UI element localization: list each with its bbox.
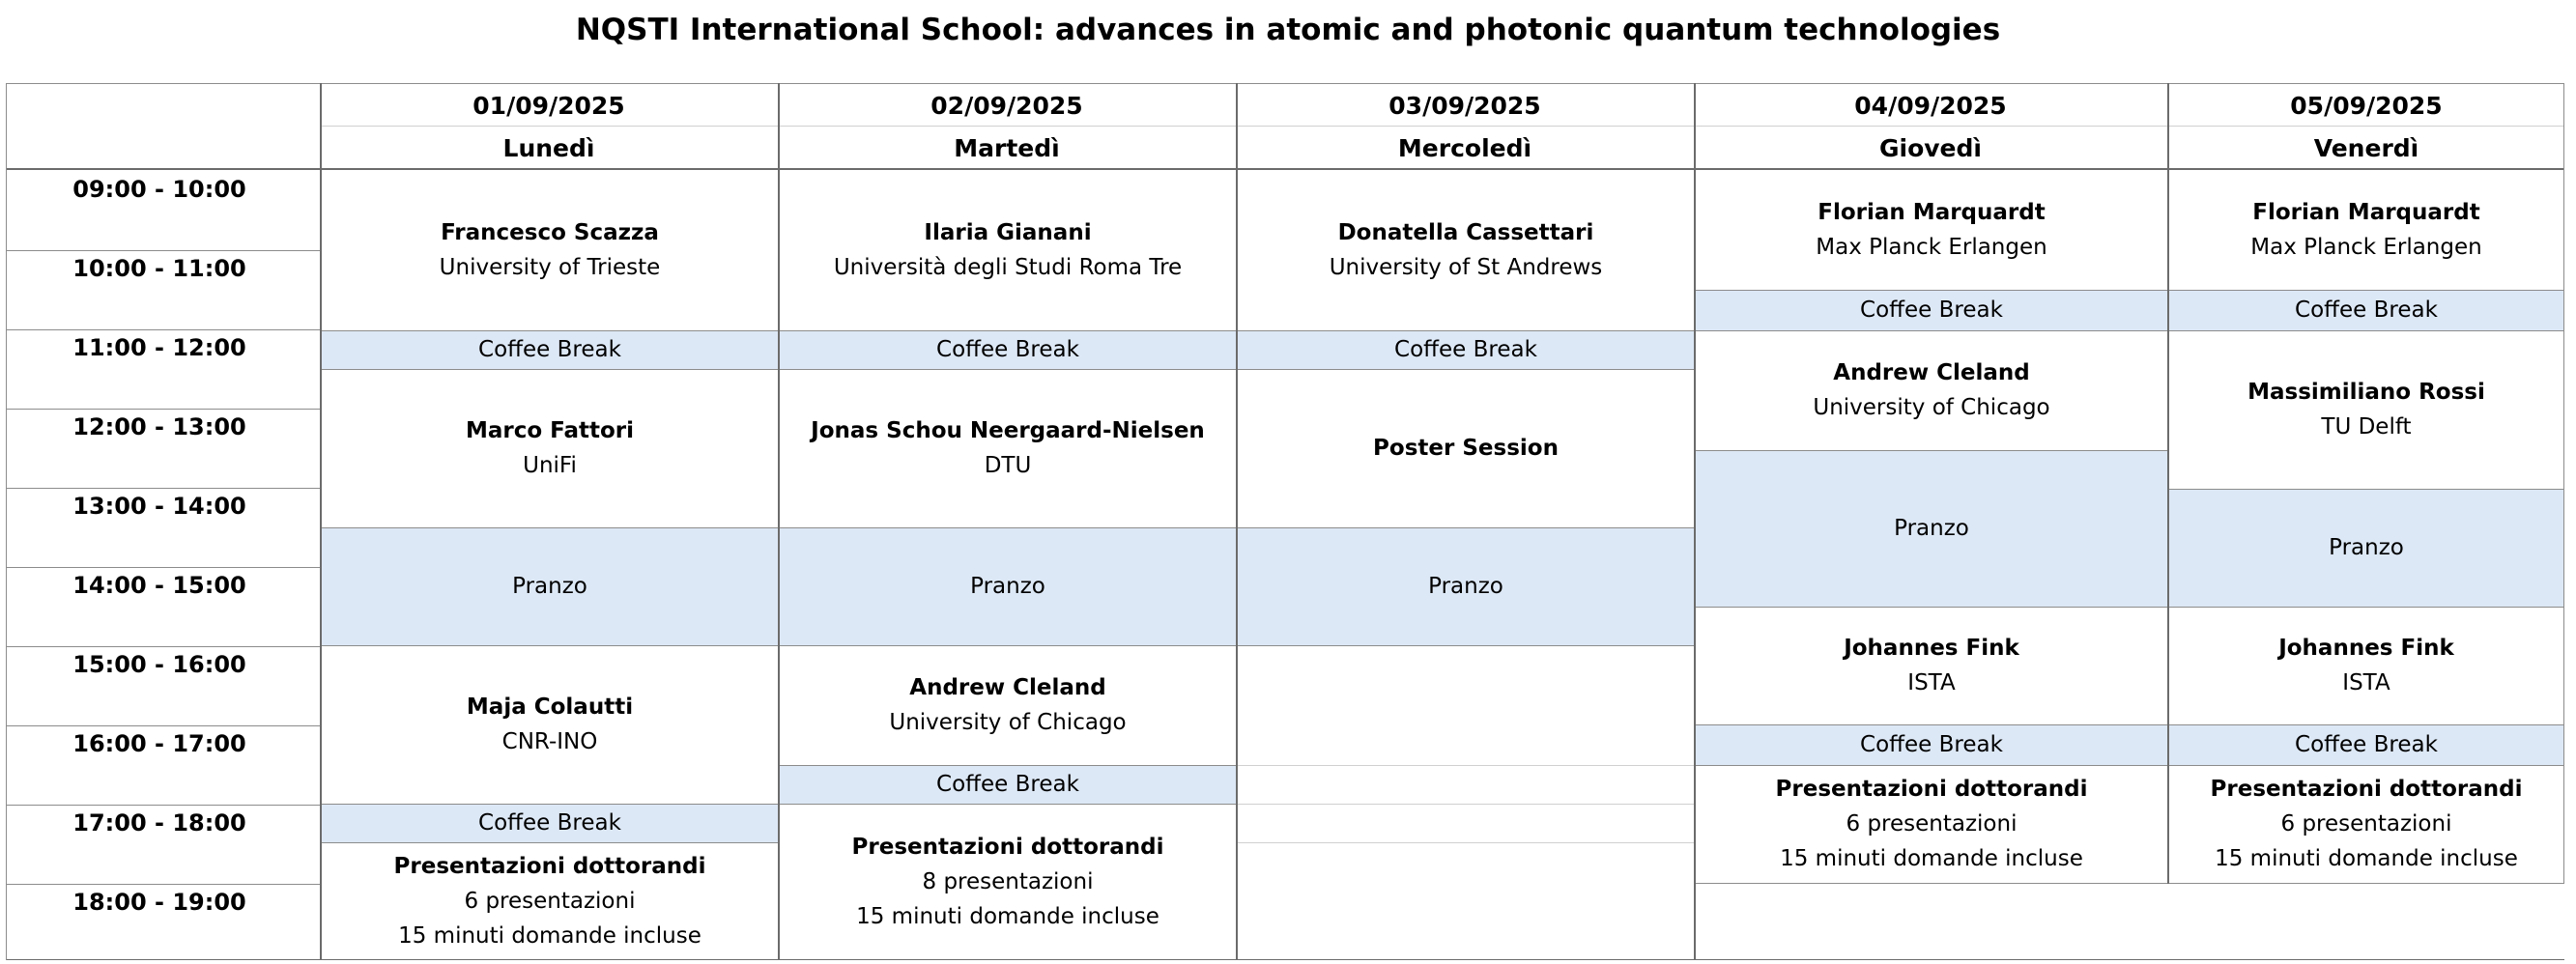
speaker-name: Andrew Cleland — [909, 675, 1106, 700]
speaker-name: Johannes Fink — [1844, 636, 2019, 661]
grid-line — [6, 805, 321, 806]
grid-line — [6, 329, 321, 330]
time-slot: 16:00 - 17:00 — [72, 730, 246, 757]
day-weekday: Lunedì — [502, 133, 595, 162]
talk-cell — [779, 170, 1237, 330]
phd-note: 15 minuti domande incluse — [2215, 846, 2518, 871]
grid-line — [1237, 804, 1695, 805]
time-slot: 09:00 - 10:00 — [72, 176, 246, 203]
day-date: 02/09/2025 — [930, 91, 1083, 120]
grid-line — [6, 725, 321, 726]
time-slot: 14:00 - 15:00 — [72, 572, 246, 599]
phd-note: 15 minuti domande incluse — [1780, 846, 2083, 871]
grid-line — [1695, 883, 2564, 884]
grid-line — [2168, 489, 2564, 490]
speaker-name: Massimiliano Rossi — [2247, 380, 2485, 405]
phd-count: 6 presentazioni — [2280, 811, 2452, 836]
coffee-break-cell: Coffee Break — [321, 330, 779, 369]
time-slot: 10:00 - 11:00 — [72, 255, 246, 282]
time-slot: 12:00 - 13:00 — [72, 413, 246, 440]
speaker-name: Marco Fattori — [465, 418, 635, 443]
lunch-cell: Pranzo — [2168, 489, 2564, 607]
talk-cell — [2168, 330, 2564, 489]
coffee-break-cell: Coffee Break — [1237, 330, 1695, 369]
phd-presentations-cell — [2168, 765, 2564, 883]
grid-line — [1237, 842, 1695, 843]
grid-line — [6, 567, 321, 568]
speaker-affiliation: DTU — [984, 453, 1032, 478]
time-slot: 15:00 - 16:00 — [72, 651, 246, 678]
coffee-break-cell: Coffee Break — [1695, 724, 2168, 765]
speaker-affiliation: University of Chicago — [889, 710, 1127, 735]
grid-line — [1694, 83, 1696, 960]
grid-line — [1236, 83, 1238, 960]
grid-line — [778, 83, 780, 960]
speaker-name: Andrew Cleland — [1833, 360, 2030, 385]
poster-session-cell — [1237, 369, 1695, 527]
grid-line — [321, 330, 1695, 331]
speaker-name: Donatella Cassettari — [1337, 220, 1594, 245]
grid-line — [779, 804, 1237, 805]
speaker-affiliation: University of St Andrews — [1329, 255, 1603, 280]
grid-line — [320, 83, 322, 960]
phd-title: Presentazioni dottorandi — [1775, 777, 2088, 802]
speaker-affiliation: ISTA — [1907, 670, 1956, 695]
coffee-break-cell: Coffee Break — [2168, 724, 2564, 765]
grid-line — [6, 488, 321, 489]
day-weekday: Martedì — [954, 133, 1060, 162]
day-weekday: Venerdì — [2313, 133, 2419, 162]
day-date: 01/09/2025 — [472, 91, 625, 120]
day-date: 05/09/2025 — [2290, 91, 2443, 120]
time-slot: 17:00 - 18:00 — [72, 809, 246, 836]
phd-count: 6 presentazioni — [1846, 811, 2018, 836]
phd-title: Presentazioni dottorandi — [393, 854, 706, 879]
phd-count: 6 presentazioni — [464, 889, 636, 914]
grid-line — [1695, 290, 2564, 291]
phd-presentations-cell — [1695, 765, 2168, 883]
grid-line — [6, 409, 321, 410]
coffee-break-cell: Coffee Break — [779, 765, 1237, 804]
lunch-cell: Pranzo — [1237, 527, 1695, 645]
empty-cell — [1237, 645, 1695, 960]
speaker-affiliation: CNR-INO — [501, 729, 598, 754]
grid-line — [6, 884, 321, 885]
talk-cell — [1695, 330, 2168, 450]
lunch-cell: Pranzo — [1695, 450, 2168, 607]
phd-presentations-cell — [321, 842, 779, 960]
speaker-name: Jonas Schou Neergaard-Nielsen — [811, 418, 1205, 443]
grid-line — [321, 842, 779, 843]
speaker-affiliation: Università degli Studi Roma Tre — [833, 255, 1183, 280]
grid-line — [1695, 765, 2564, 766]
phd-count: 8 presentazioni — [922, 869, 1094, 894]
grid-line — [6, 250, 321, 251]
page-title: NQSTI International School: advances in atomic and photonic quantum technologies — [575, 13, 2001, 47]
talk-cell — [321, 645, 779, 804]
grid-line — [779, 765, 1237, 766]
talk-cell — [1695, 607, 2168, 724]
time-slot: 11:00 - 12:00 — [72, 334, 246, 361]
grid-line — [2167, 83, 2169, 884]
grid-line — [6, 83, 7, 960]
day-date: 03/09/2025 — [1388, 91, 1541, 120]
grid-line — [1695, 607, 2564, 608]
lunch-cell: Pranzo — [321, 527, 779, 645]
talk-cell — [321, 369, 779, 527]
coffee-break-cell: Coffee Break — [1695, 290, 2168, 330]
talk-cell — [321, 170, 779, 330]
phd-note: 15 minuti domande incluse — [856, 904, 1159, 929]
grid-line — [321, 369, 1695, 370]
speaker-affiliation: TU Delft — [2321, 414, 2412, 439]
talk-cell — [1237, 170, 1695, 330]
talk-cell — [2168, 170, 2564, 290]
speaker-affiliation: UniFi — [523, 453, 577, 478]
talk-cell — [779, 645, 1237, 765]
day-weekday: Giovedì — [1879, 133, 1982, 162]
grid-line — [321, 527, 1695, 528]
coffee-break-cell: Coffee Break — [2168, 290, 2564, 330]
phd-title: Presentazioni dottorandi — [2210, 777, 2523, 802]
phd-presentations-cell — [779, 804, 1237, 960]
speaker-affiliation: University of Chicago — [1813, 395, 2050, 420]
speaker-name: Francesco Scazza — [441, 220, 659, 245]
speaker-affiliation: Max Planck Erlangen — [2250, 235, 2482, 260]
grid-line — [1695, 450, 2168, 451]
speaker-affiliation: Max Planck Erlangen — [1816, 235, 2047, 260]
grid-line — [321, 804, 779, 805]
lunch-cell: Pranzo — [779, 527, 1237, 645]
time-slot: 13:00 - 14:00 — [72, 493, 246, 520]
grid-line — [321, 645, 1695, 646]
poster-session-label: Poster Session — [1373, 436, 1559, 461]
grid-line — [1695, 330, 2564, 331]
speaker-name: Ilaria Gianani — [924, 220, 1092, 245]
speaker-name: Maja Colautti — [466, 695, 634, 720]
phd-note: 15 minuti domande incluse — [398, 923, 701, 949]
speaker-affiliation: University of Trieste — [439, 255, 661, 280]
time-slot: 18:00 - 19:00 — [72, 889, 246, 916]
speaker-name: Florian Marquardt — [2252, 200, 2480, 225]
speaker-affiliation: ISTA — [2342, 670, 2390, 695]
speaker-name: Florian Marquardt — [1818, 200, 2046, 225]
phd-title: Presentazioni dottorandi — [851, 835, 1164, 860]
coffee-break-cell: Coffee Break — [779, 330, 1237, 369]
speaker-name: Johannes Fink — [2278, 636, 2454, 661]
grid-line — [6, 83, 2564, 84]
grid-line — [2563, 83, 2564, 884]
talk-cell — [1695, 170, 2168, 290]
day-weekday: Mercoledì — [1397, 133, 1532, 162]
grid-line — [6, 646, 321, 647]
grid-line — [1695, 724, 2564, 725]
coffee-break-cell: Coffee Break — [321, 804, 779, 842]
day-date: 04/09/2025 — [1854, 91, 2007, 120]
grid-line — [321, 126, 2564, 127]
grid-line — [1237, 765, 1695, 766]
talk-cell — [2168, 607, 2564, 724]
talk-cell — [779, 369, 1237, 527]
